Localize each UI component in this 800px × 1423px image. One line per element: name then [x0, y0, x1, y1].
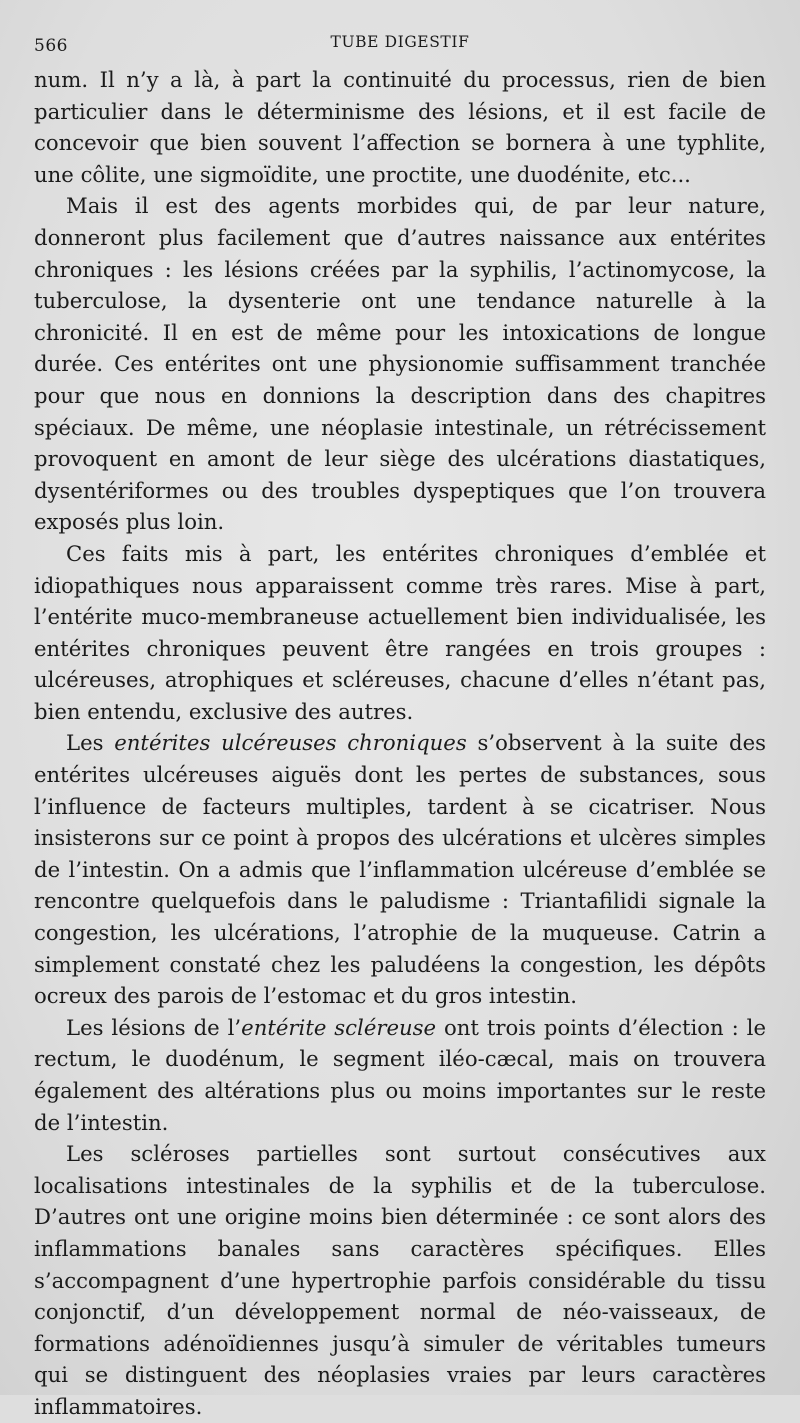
- paragraph-5-text: ont trois points d’élection : le rectum, le duodénum, le segment iléo-cæcal, mais on trouvera également des altérations plus ou moins importantes sur le reste de l’intestin.: [34, 1014, 766, 1135]
- chapter-title: TUBE DIGESTIF: [330, 33, 470, 51]
- paragraph-4-term: entérites ulcéreuses chroniques: [114, 730, 467, 756]
- paragraph-4-lead: Les: [66, 730, 115, 756]
- paragraph-1-text: num. Il n’y a là, à part la continuité du processus, rien de bien particulier dans le déterminisme des lésions, et il est facile de concevoir que bien souvent l’affection se bornera à une typhlite, une côlite, une sigmoïdite, une proctite, une duodénite, etc...: [34, 67, 766, 187]
- body-text: [34, 64, 766, 1423]
- paragraph-4: [34, 727, 766, 1011]
- paragraph-4-text: s’observent à la suite des entérites ulcéreuses aiguës dont les pertes de substances, sous l’influence de facteurs multiples, tardent à se cicatriser. Nous insisterons sur ce point à propos des ulcérations et ulcères simples de l’intestin. On a admis que l’inflammation ulcéreuse d’emblée se rencontre quelquefois dans le paludisme : Triantafilidi signale la congestion, les ulcérations, l’atrophie de la muqueuse. Catrin a simplement constaté chez les paludéens la congestion, les dépôts ocreux des parois de l’estomac et du gros intestin.: [34, 730, 766, 1009]
- paragraph-6: [34, 1138, 766, 1422]
- paragraph-1: [34, 64, 766, 190]
- running-head: [34, 24, 766, 64]
- paragraph-5-lead: Les lésions de l’: [66, 1014, 242, 1040]
- paragraph-3-text: Ces faits mis à part, les entérites chroniques d’emblée et idiopathiques nous apparaissent comme très rares. Mise à part, l’entérite muco-membraneuse actuellement bien individualisée, les entérites chroniques peuvent être rangées en trois groupes : ulcéreuses, atrophiques et scléreuses, chacune d’elles n’étant pas, bien entendu, exclusive des autres.: [34, 540, 766, 724]
- paragraph-5-term: entérite scléreuse: [241, 1014, 437, 1040]
- paragraph-5: [34, 1012, 766, 1138]
- paragraph-2-text: Mais il est des agents morbides qui, de par leur nature, donneront plus facilement que d’autres naissance aux entérites chroniques : les lésions créées par la syphilis, l’actinomycose, la tuberculose, la dysenterie ont une tendance naturelle à la chronicité. Il en est de même pour les intoxications de longue durée. Ces entérites ont une physionomie suffisamment tranchée pour que nous en donnions la description dans des chapitres spéciaux. De même, une néoplasie intestinale, un rétrécissement provoquent en amont de leur siège des ulcérations diastatiques, dysentériformes ou des troubles dyspeptiques que l’on trouvera exposés plus loin.: [34, 193, 766, 535]
- page-number: 566: [34, 36, 68, 56]
- paragraph-3: [34, 538, 766, 728]
- paragraph-6-text: Les scléroses partielles sont surtout consécutives aux localisations intestinales de la syphilis et de la tuberculose. D’autres ont une origine moins bien déterminée : ce sont alors des inflammations banales sans caractères spécifiques. Elles s’accompagnent d’une hypertrophie parfois considérable du tissu conjonctif, d’un développement normal de néo-vaisseaux, de formations adénoïdiennes jusqu’à simuler de véritables tumeurs qui se distinguent des néoplasies vraies par leurs caractères inflammatoires.: [34, 1141, 766, 1419]
- paragraph-2: [34, 190, 766, 538]
